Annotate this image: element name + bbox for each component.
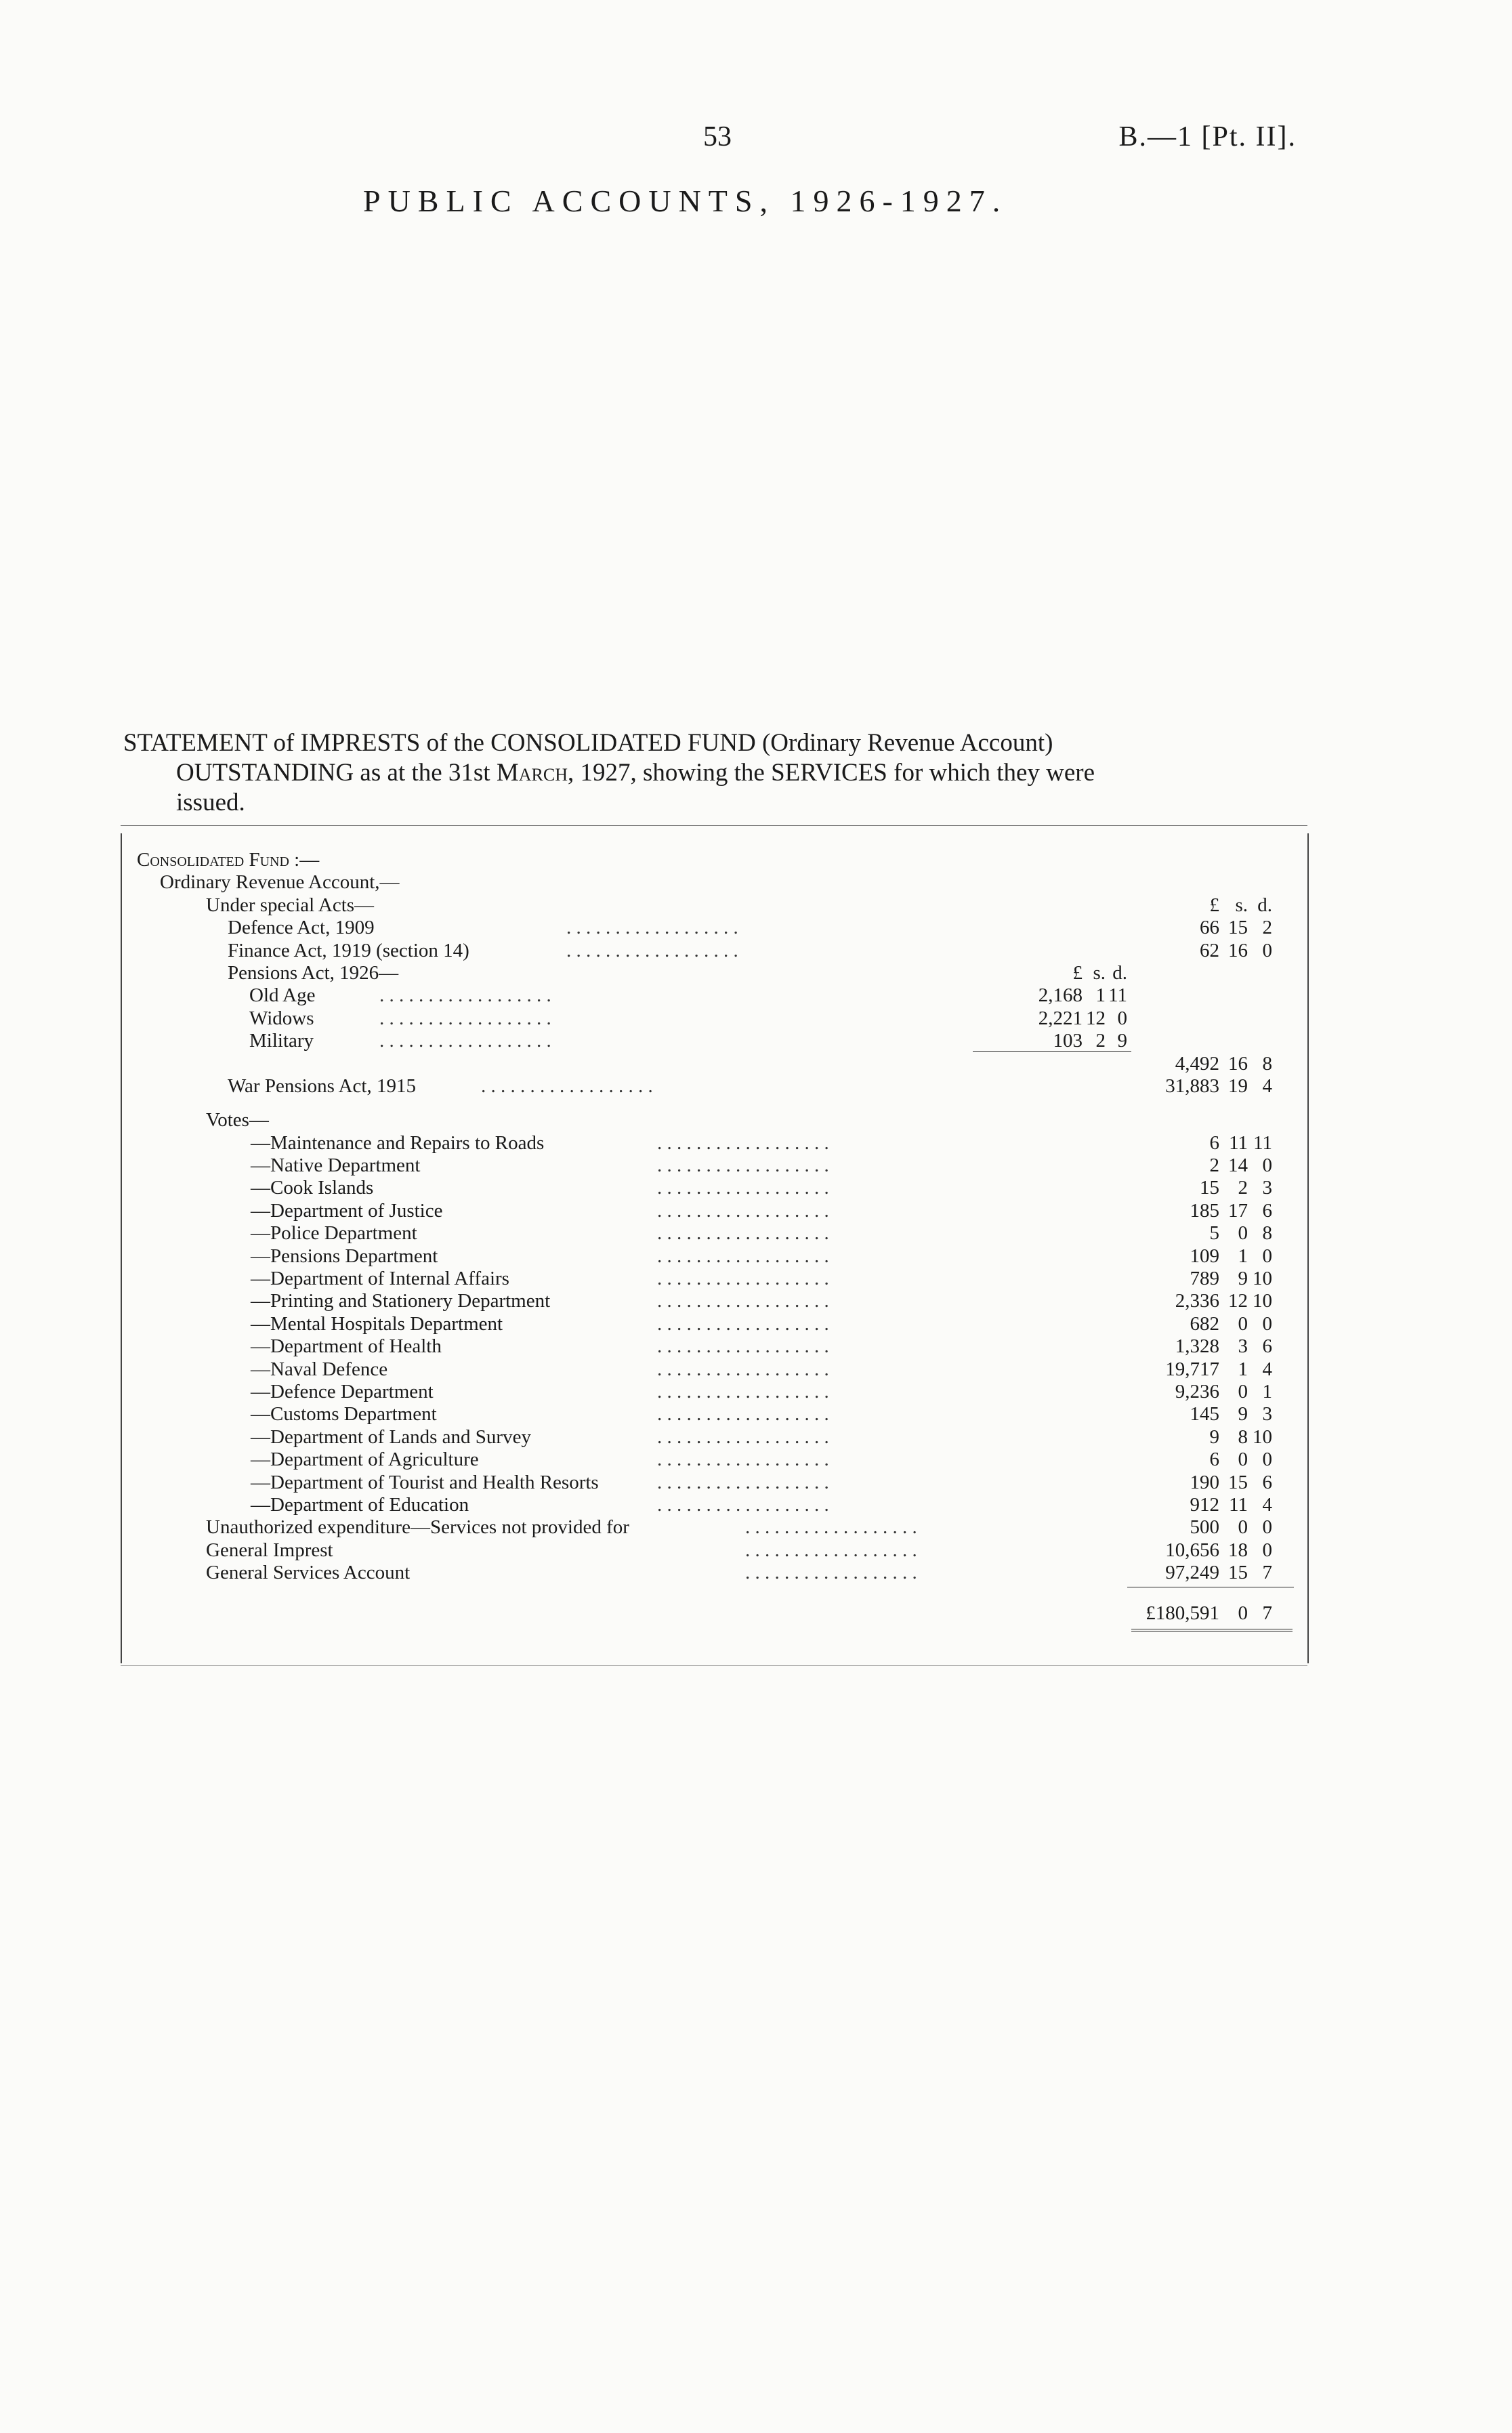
leader-dots: . . . . . . . . . . . . . . . . . . [566,939,738,961]
row-label: —Department of Education [251,1493,469,1516]
amount-shillings: 12 [1086,1007,1106,1029]
table-row [0,939,1512,962]
table-row [0,984,1512,1007]
leader-dots: . . . . . . . . . . . . . . . . . . [566,917,738,939]
amount-pence: 11 [1253,1131,1272,1154]
amount-pence: 0 [1262,939,1272,961]
amount-pounds: 2,221 [1038,1007,1083,1029]
amount-pence: 0 [1117,1007,1127,1029]
amount-pence: 4 [1262,1493,1272,1516]
amount-pence: 0 [1262,1154,1272,1176]
leader-dots: . . . . . . . . . . . . . . . . . . [657,1154,829,1176]
row-label: Military [249,1030,314,1052]
amount-pounds: 5 [1209,1222,1219,1245]
amount-pounds: 62 [1200,939,1219,961]
statement-title [123,728,1303,818]
column-head-pounds: £ [1072,962,1083,984]
row-label: Votes— [206,1109,269,1131]
amount-pounds: 500 [1190,1516,1219,1539]
leader-dots: . . . . . . . . . . . . . . . . . . [379,1007,551,1029]
row-label: War Pensions Act, 1915 [228,1075,416,1097]
amount-pounds: 912 [1190,1493,1219,1516]
amount-shillings: 14 [1228,1154,1248,1176]
amount-pence: 1 [1262,1380,1272,1402]
leader-dots: . . . . . . . . . . . . . . . . . . [657,1335,829,1358]
leader-dots: . . . . . . . . . . . . . . . . . . [657,1245,829,1267]
amount-pounds: 109 [1190,1245,1219,1267]
row-label: —Printing and Stationery Department [251,1290,551,1312]
table-row [0,1493,1512,1516]
amount-pence: 10 [1253,1426,1272,1448]
pensions-total-row [0,1052,1512,1075]
amount-shillings: 15 [1228,1562,1248,1584]
table-top-rule [121,825,1307,826]
amount-shillings: 0 [1238,1449,1248,1471]
table-row [0,1131,1512,1155]
leader-dots: . . . . . . . . . . . . . . . . . . [657,1312,829,1335]
table-row [0,1007,1512,1030]
table-row [0,1029,1512,1052]
amount-pence: 7 [1262,1562,1272,1584]
table-row [0,916,1512,939]
account-heading [0,871,1512,894]
amount-shillings: 11 [1229,1131,1248,1154]
row-label: Defence Act, 1909 [228,917,375,939]
amount-pounds: 2,336 [1175,1290,1219,1312]
table-row [0,1471,1512,1494]
leader-dots: . . . . . . . . . . . . . . . . . . [657,1403,829,1426]
amount-pounds: 31,883 [1165,1075,1219,1097]
table-row [0,1380,1512,1403]
amount-shillings: 0 [1238,1222,1248,1245]
amount-shillings: 0 [1238,1516,1248,1539]
table-row [0,1448,1512,1471]
amount-pence: 0 [1262,1245,1272,1267]
amount-shillings: 2 [1238,1177,1248,1199]
row-label: —Customs Department [251,1403,437,1426]
amount-shillings: 15 [1228,1471,1248,1493]
row-label: —Department of Agriculture [251,1449,479,1471]
amount-shillings: 0 [1238,1602,1248,1625]
row-label: Widows [249,1007,314,1029]
amount-pence: 0 [1262,1449,1272,1471]
amount-shillings: 16 [1228,1052,1248,1075]
row-label: —Department of Internal Affairs [251,1267,509,1289]
leader-dots: . . . . . . . . . . . . . . . . . . [657,1449,829,1471]
row-label: —Department of Tourist and Health Resorts [251,1471,599,1493]
page-number: 53 [703,121,732,152]
special-acts-heading [0,894,1512,917]
row-label: —Department of Justice [251,1199,443,1222]
amount-shillings: 1 [1095,984,1106,1007]
leader-dots: . . . . . . . . . . . . . . . . . . [657,1290,829,1312]
row-label: Old Age [249,984,316,1007]
table-row [0,1516,1512,1539]
row-label: —Department of Lands and Survey [251,1426,531,1448]
amount-pounds: 1,328 [1175,1335,1219,1358]
leader-dots: . . . . . . . . . . . . . . . . . . [745,1516,917,1539]
leader-dots: . . . . . . . . . . . . . . . . . . [657,1267,829,1289]
table-row [0,1176,1512,1199]
amount-pence: 8 [1262,1052,1272,1075]
leader-dots: . . . . . . . . . . . . . . . . . . [657,1471,829,1493]
running-title: PUBLIC ACCOUNTS, 1926-1927. [363,184,1008,218]
amount-pounds: 66 [1200,917,1219,939]
row-label: —Maintenance and Repairs to Roads [251,1131,545,1154]
table-row [0,1222,1512,1245]
table-row [0,1402,1512,1426]
leader-dots: . . . . . . . . . . . . . . . . . . [657,1199,829,1222]
row-label: —Defence Department [251,1380,434,1402]
table-row [0,1267,1512,1290]
leader-dots: . . . . . . . . . . . . . . . . . . [657,1177,829,1199]
row-label: Finance Act, 1919 (section 14) [228,939,469,961]
amount-shillings: 3 [1238,1335,1248,1358]
table-row [0,1312,1512,1335]
column-head-shillings: s. [1093,962,1106,984]
sum-rule [1131,1629,1293,1631]
row-label: —Native Department [251,1154,421,1176]
amount-pounds: 97,249 [1165,1562,1219,1584]
leader-dots: . . . . . . . . . . . . . . . . . . [657,1358,829,1380]
amount-pounds: 9,236 [1175,1380,1219,1402]
amount-shillings: 1 [1238,1245,1248,1267]
amount-pounds: £180,591 [1146,1602,1219,1625]
amount-pence: 3 [1262,1177,1272,1199]
table-row [0,1426,1512,1449]
amount-pounds: 4,492 [1175,1052,1219,1075]
amount-shillings: 12 [1228,1290,1248,1312]
amount-pounds: 190 [1190,1471,1219,1493]
table-row [0,1335,1512,1358]
leader-dots: . . . . . . . . . . . . . . . . . . [657,1426,829,1448]
statement-line-3: issued. [176,789,245,816]
row-label: Unauthorized expenditure—Services not provided for [206,1516,629,1539]
table-row [0,1289,1512,1312]
amount-shillings: 17 [1228,1199,1248,1222]
amount-pounds: 6 [1209,1449,1219,1471]
amount-pence: 11 [1108,984,1127,1007]
amount-pence: 8 [1262,1222,1272,1245]
row-label: General Services Account [206,1562,411,1584]
row-label: Under special Acts— [206,894,375,916]
amount-pounds: 19,717 [1165,1358,1219,1380]
amount-pence: 10 [1253,1267,1272,1289]
sum-rule [973,1051,1131,1052]
row-label: General Imprest [206,1539,333,1561]
column-head-pence: d. [1112,962,1127,984]
table-row [0,1199,1512,1222]
pensions-heading [0,961,1512,984]
amount-pounds: 789 [1190,1267,1219,1289]
leader-dots: . . . . . . . . . . . . . . . . . . [745,1562,917,1584]
leader-dots: . . . . . . . . . . . . . . . . . . [657,1493,829,1516]
amount-shillings: 18 [1228,1539,1248,1561]
amount-pounds: 15 [1200,1177,1219,1199]
votes-heading [0,1108,1512,1131]
war-pensions-row [0,1075,1512,1098]
leader-dots: . . . . . . . . . . . . . . . . . . [379,984,551,1007]
statement-line-2: OUTSTANDING as at the 31st March, 1927, showing the SERVICES for which they were [176,759,1095,787]
amount-shillings: 0 [1238,1312,1248,1335]
fund-heading [0,848,1512,871]
row-label: —Department of Health [251,1335,442,1358]
amount-pounds: 682 [1190,1312,1219,1335]
amount-pence: 2 [1262,917,1272,939]
amount-pence: 4 [1262,1075,1272,1097]
amount-shillings: 1 [1238,1358,1248,1380]
leader-dots: . . . . . . . . . . . . . . . . . . [745,1539,917,1561]
statement-line-1: STATEMENT of IMPRESTS of the CONSOLIDATED FUND (Ordinary Revenue Account) [123,729,1053,757]
column-head-shillings: s. [1235,894,1248,916]
amount-shillings: 2 [1095,1030,1106,1052]
amount-pence: 0 [1262,1539,1272,1561]
amount-shillings: 16 [1228,939,1248,961]
column-head-pence: d. [1257,894,1272,916]
amount-pence: 0 [1262,1516,1272,1539]
row-label: —Naval Defence [251,1358,388,1380]
amount-pence: 9 [1117,1030,1127,1052]
leader-dots: . . . . . . . . . . . . . . . . . . [657,1131,829,1154]
amount-pence: 4 [1262,1358,1272,1380]
table-row [0,1154,1512,1177]
amount-pence: 10 [1253,1290,1272,1312]
amount-pence: 7 [1262,1602,1272,1625]
amount-shillings: 9 [1238,1267,1248,1289]
amount-pence: 6 [1262,1199,1272,1222]
amount-shillings: 11 [1229,1493,1248,1516]
table-row [0,1539,1512,1562]
grand-total-row [0,1602,1512,1625]
leader-dots: . . . . . . . . . . . . . . . . . . [657,1222,829,1245]
amount-pounds: 185 [1190,1199,1219,1222]
amount-pounds: 9 [1209,1426,1219,1448]
amount-pounds: 2,168 [1038,984,1083,1007]
amount-shillings: 0 [1238,1380,1248,1402]
row-label: Pensions Act, 1926— [228,962,399,984]
row-label: Ordinary Revenue Account,— [160,871,400,894]
amount-shillings: 15 [1228,917,1248,939]
amount-shillings: 19 [1228,1075,1248,1097]
row-label: —Pensions Department [251,1245,438,1267]
amount-shillings: 9 [1238,1403,1248,1426]
leader-dots: . . . . . . . . . . . . . . . . . . [481,1075,653,1097]
leader-dots: . . . . . . . . . . . . . . . . . . [379,1030,551,1052]
amount-pounds: 2 [1209,1154,1219,1176]
amount-pounds: 10,656 [1165,1539,1219,1561]
amount-pounds: 6 [1209,1131,1219,1154]
amount-pence: 6 [1262,1335,1272,1358]
table-row [0,1561,1512,1584]
leader-dots: . . . . . . . . . . . . . . . . . . [657,1380,829,1402]
row-label: —Cook Islands [251,1177,374,1199]
table-bottom-rule [121,1665,1307,1666]
amount-pence: 6 [1262,1471,1272,1493]
table-row [0,1245,1512,1268]
amount-pence: 0 [1262,1312,1272,1335]
row-label: Consolidated Fund :— [137,849,320,871]
amount-pounds: 103 [1053,1030,1083,1052]
row-label: —Police Department [251,1222,417,1245]
table-row [0,1358,1512,1381]
amount-pence: 3 [1262,1403,1272,1426]
document-code: B.—1 [Pt. II]. [1118,121,1297,152]
column-head-pounds: £ [1209,894,1219,916]
amount-shillings: 8 [1238,1426,1248,1448]
row-label: —Mental Hospitals Department [251,1312,503,1335]
amount-pounds: 145 [1190,1403,1219,1426]
